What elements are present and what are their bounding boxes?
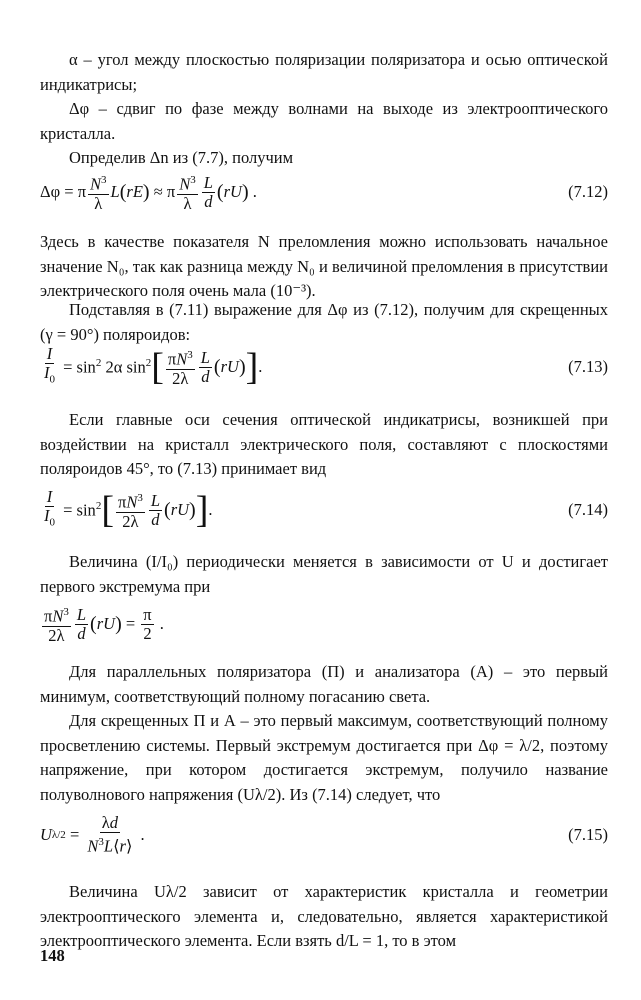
paragraph-half-wave-voltage: Величина Uλ/2 зависит от характеристик кристалла и геометрии электрооптического элемента и, следовательно, является характеристикой электрооптического элемента. Если взять d/L = 1, то в этом: [40, 882, 608, 950]
paragraph-alpha-definition: α – угол между плоскостью поляризации поляризатора и осью оптической индикатрисы;: [40, 50, 608, 94]
paragraph-substitution: Подставляя в (7.11) выражение для Δφ из (7.12), получим для скрещенных (γ = 90°) поляроидов:: [40, 300, 608, 344]
equation-number: (7.15): [568, 825, 608, 844]
paragraph-crossed-polarizers: Для скрещенных П и А – это первый максимум, соответствующий полному просветлению системы. Первый экстремум достигается при Δφ = λ/2, поэтому напряжение, при котором достигается экстремум, получило название полуволнового напряжения (Uλ/2). Из (7.14) следует, что: [40, 711, 608, 804]
equation-7-15-body: U λ/2 = $\frac{\lambda d}{N^3L⟨r⟩}$ .: [40, 813, 145, 856]
equation-7-12-body: Δφ = π $\frac{N^3}{\lambda}$ L ( rE ) ≈ π $\frac{N^3}{\lambda}$ $\frac{L}{d}$ ( rU ) .: [40, 172, 257, 213]
equation-7-14: [40, 480, 608, 540]
equation-first-extremum-body: $\frac{\pi N^3}{2\lambda}$ $\frac{L}{d}$ ( rU ) = $\frac{\pi}{2}$ .: [44, 604, 164, 645]
paragraph-refractive-index: Здесь в качестве показателя N преломления можно использовать начальное значение N₀, так как разница между N₀ и величиной преломления в присутствии электрического поля очень мала (10⁻³).: [40, 232, 608, 300]
equation-first-extremum: [40, 594, 608, 654]
equation-7-12: [40, 162, 608, 222]
equation-7-15: [40, 805, 608, 865]
paragraph-derivation-intro: Определив Δn из (7.7), получим: [69, 148, 294, 167]
equation-7-13-body: $\frac{I}{I_0}$ = $\sin^2 2\alpha$ $\sin^2$ [ $\frac{\pi N^3}{2\lambda}$ $\frac{L}{d}$ ( rU ) ] .: [44, 344, 263, 388]
page-number: 148: [40, 946, 65, 965]
equation-number: (7.12): [568, 182, 608, 201]
equation-7-14-body: $\frac{I}{I_0}$ = $\sin^2$ [ $\frac{\pi N^3}{2\lambda}$ $\frac{L}{d}$ ( rU ) ] .: [44, 487, 213, 531]
paragraph-parallel-polarizers: Для параллельных поляризатора (П) и анализатора (А) – это первый минимум, соответствующий полному погасанию света.: [40, 662, 608, 706]
equation-number: (7.14): [568, 500, 608, 519]
paragraph-main-axes: Если главные оси сечения оптической индикатрисы, возникшей при воздействии на кристалл электрического поля, составляют с плоскостями поляроидов 45°, то (7.13) принимает вид: [40, 410, 608, 478]
paragraph-phase-shift-definition: Δφ – сдвиг по фазе между волнами на выходе из электрооптического кристалла.: [40, 99, 608, 143]
equation-7-13: [40, 337, 608, 397]
equation-number: (7.13): [568, 357, 608, 376]
paragraph-periodic-change: Величина (I/I₀) периодически меняется в зависимости от U и достигает первого экстремума при: [40, 552, 608, 596]
